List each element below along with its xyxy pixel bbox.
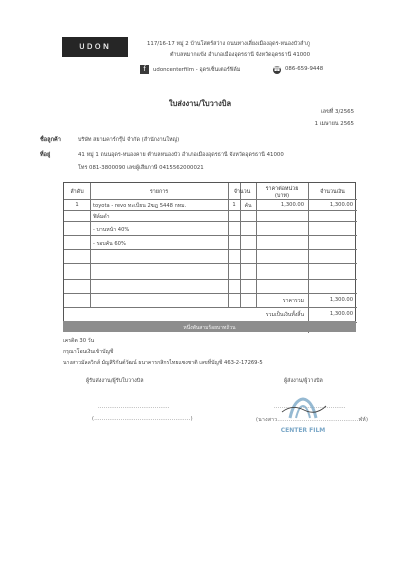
header-no: ลำดับ <box>70 189 84 195</box>
customer-address: 41 หมู่ 1 ถนนอุดร-หนองคาย ตำบลหนองบัว อำเภอเมืองอุดรธานี จังหวัดอุดรธานี 41000 <box>78 152 284 158</box>
total-value: 1,300.00 <box>329 297 353 303</box>
credit-note: เครดิต 30 วัน <box>63 338 95 344</box>
document-number <box>321 108 354 116</box>
sender-name-line: (นางสาว...........................................ฬห์) <box>256 417 369 423</box>
grand-total-value: 1,300.00 <box>329 311 353 317</box>
company-address-line1: 117/16-17 หมู่ 2 บ้านโสตร์สว่าง ถนนทางเลี่ยงเมืองอุดร-หนองบัวลำภู <box>147 41 310 47</box>
row-item: toyota - revo ทะเบียน 2ฆฎ 5448 กทม. <box>93 203 187 209</box>
header-qty: จำนวน <box>233 189 251 195</box>
header-amount: จำนวนเงิน <box>320 189 345 195</box>
header-item: รายการ <box>149 189 169 195</box>
row-unit-price: 1,300.00 <box>280 202 304 208</box>
facebook-icon: f <box>140 65 149 74</box>
customer-name-label: ชื่อลูกค้า <box>40 137 61 143</box>
customer-address-label: ที่อยู่ <box>40 152 51 158</box>
phone-icon: ☎ <box>273 66 281 73</box>
row-amount: 1,300.00 <box>329 202 353 208</box>
stamp-text: CENTER FILM <box>280 427 326 434</box>
grand-total-label: รวมเป็นเงินทั้งสิ้น <box>265 312 304 318</box>
row-unit: คัน <box>244 203 252 209</box>
customer-phone-tax: โทร 081-3800090 เลขผู้เสียภาษี 0415562000021 <box>78 165 204 171</box>
header-unit-price: ราคาต่อหน่วย <box>265 186 299 192</box>
sender-signature-line: ...................................... <box>274 404 346 410</box>
transfer-note: กรุณาโอนเงินเข้าบัญชี <box>63 349 114 355</box>
detail-around: - รอบคัน 60% <box>93 241 126 247</box>
receiver-name-line: (...................................................) <box>92 416 193 422</box>
detail-film: ฟิล์มดำ <box>93 214 110 220</box>
total-label: ราคารวม <box>282 298 304 304</box>
company-logo: ᴜᴅᴏɴ <box>62 37 128 57</box>
row-qty: 1 <box>232 202 236 208</box>
amount-in-words-band <box>63 321 356 332</box>
document-title: ใบส่งงาน/ใบวางบิล <box>168 99 232 108</box>
company-facebook: udoncenterfilm - อุดรเซ็นเตอร์ฟิล์ม <box>153 67 241 73</box>
company-address-line2: ตำบลหมากแข้ง อำเภอเมืองอุดรธานี จังหวัดอุดรธานี 41000 <box>170 52 311 58</box>
sender-title: ผู้ส่งงาน/ผู้วางบิล <box>284 378 323 384</box>
company-stamp <box>276 396 330 438</box>
amount-in-words: หนึ่งพันสามร้อยบาทถ้วน <box>183 324 236 331</box>
header-unit-price-unit: (บาท) <box>274 193 290 199</box>
document-number-value: 3/2565 <box>335 109 354 115</box>
company-phone: 086-659-9448 <box>285 66 324 72</box>
row-no: 1 <box>75 202 79 208</box>
document-date: 1 เมษายน 2565 <box>314 121 354 127</box>
bank-account: นางสาวมัลลวิกส์ มัญสิริกันต์วัฒน์ ธนาคารกสิกรไทยแซงชาติ เลขที่บัญชี 463-2-17269-5 <box>63 360 263 366</box>
detail-front: - บานหน้า 40% <box>93 227 130 233</box>
invoice-table <box>63 182 356 332</box>
document-number-label: เลขที่ <box>320 109 334 115</box>
customer-name: บริษัท สยามคาร์กรุ๊ป จำกัด (สำนักงานใหญ่) <box>78 137 180 143</box>
receiver-title: ผู้รับส่งงาน/ผู้รับใบวางบิล <box>86 378 144 384</box>
receiver-signature-line: ...................................... <box>98 404 170 410</box>
